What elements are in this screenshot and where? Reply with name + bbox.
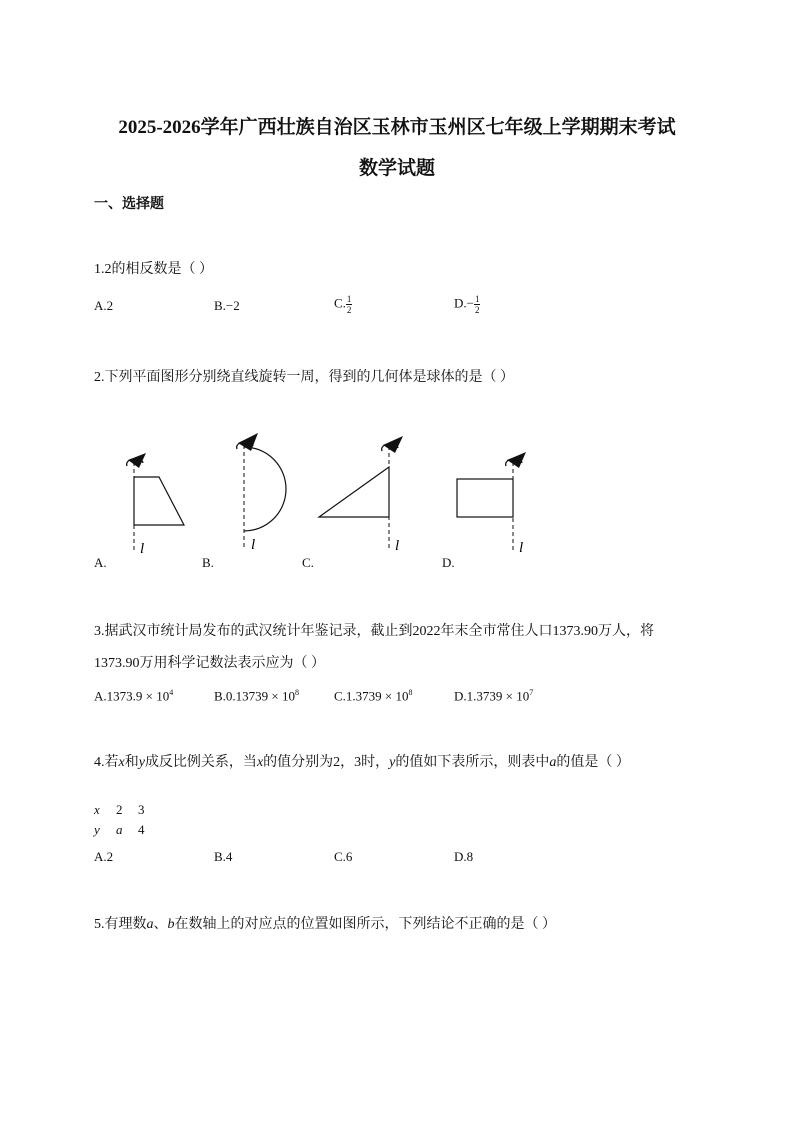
q3-option-b-exp: 8 <box>295 688 300 697</box>
q4-text: 的值分别为2，3时， <box>263 755 390 770</box>
q3-option-d-exp: 7 <box>529 688 534 697</box>
q4-text: 的值如下表所示，则表中 <box>395 755 550 770</box>
q3-option-c <box>334 688 413 704</box>
q1-option-c <box>334 294 352 315</box>
q1-option-d <box>454 294 480 315</box>
question-1-stem: 1.2的相反数是（ ） <box>94 262 213 277</box>
q4-option-b: B.4 <box>214 849 233 864</box>
fraction-numerator: 1 <box>474 294 480 304</box>
q5-text: 5.有理数 <box>94 917 147 932</box>
q4-table-cell: 2 <box>116 802 123 817</box>
q4-table-row <box>94 802 160 818</box>
q4-text: 和 <box>124 755 139 770</box>
figure-d-rectangle <box>450 442 540 557</box>
axis-label-l: l <box>251 537 256 553</box>
q4-table-cell: a <box>116 822 123 837</box>
q2-label-b: B. <box>202 555 214 570</box>
q4-table-cell: 4 <box>138 822 145 837</box>
question-3-line1: 3.据武汉市统计局发布的武汉统计年鉴记录，截止到2022年末全市常住人口1373.90万人，将 <box>94 624 654 639</box>
question-5-stem <box>94 913 556 933</box>
q3-option-d <box>454 688 533 704</box>
q4-option-a: A.2 <box>94 849 114 864</box>
q3-option-a <box>94 688 173 704</box>
fraction <box>346 294 353 315</box>
q3-option-a-exp: 4 <box>169 688 174 697</box>
q2-label-c: C. <box>302 555 314 570</box>
q5-text: 在数轴上的对应点的位置如图所示，下列结论不正确的是（ ） <box>174 917 556 932</box>
axis-label-l: l <box>519 540 524 556</box>
var-a: a <box>549 755 557 770</box>
document-subtitle: 数学试题 <box>358 158 435 179</box>
q3-option-d-base: D.1.3739 × 10 <box>454 688 530 704</box>
var-b: b <box>167 917 175 932</box>
q1-option-b: B.−2 <box>214 298 240 313</box>
axis-label-l: l <box>395 538 400 554</box>
q4-table-row <box>94 822 160 838</box>
q3-option-b <box>214 688 299 704</box>
q4-table <box>94 802 160 838</box>
q5-text: 、 <box>153 917 168 932</box>
question-3-line2: 1373.90万用科学记数法表示应为（ ） <box>94 656 325 671</box>
var-y: y <box>389 755 396 770</box>
q4-table-cell: y <box>94 822 100 837</box>
q4-option-c: C.6 <box>334 849 353 864</box>
q1-option-c-prefix: C. <box>334 295 346 311</box>
var-x: x <box>118 755 125 770</box>
q4-text: 的值是（ ） <box>556 755 630 770</box>
fraction-numerator: 1 <box>346 294 352 304</box>
question-2-stem: 2.下列平面图形分别绕直线旋转一周，得到的几何体是球体的是（ ） <box>94 370 514 385</box>
section-heading: 一、选择题 <box>94 197 164 212</box>
q4-table-cell: x <box>94 802 100 817</box>
question-4-stem <box>94 751 630 771</box>
document-title: 2025-2026学年广西壮族自治区玉林市玉州区七年级上学期期末考试 <box>118 117 676 138</box>
fraction-denominator: 2 <box>474 305 480 315</box>
q3-option-c-base: C.1.3739 × 10 <box>334 688 409 704</box>
q2-label-d: D. <box>442 555 455 570</box>
figure-b-semicircle <box>226 425 306 555</box>
q3-option-b-base: B.0.13739 × 10 <box>214 688 296 704</box>
figure-a-trapezoid <box>110 440 200 555</box>
q4-table-cell: 3 <box>138 802 145 817</box>
q3-option-a-base: A.1373.9 × 10 <box>94 688 170 704</box>
fraction <box>474 294 481 315</box>
var-a: a <box>146 917 154 932</box>
q4-text: 4.若 <box>94 755 119 770</box>
q1-option-d-prefix: D.− <box>454 295 474 311</box>
q4-text: 成反比例关系，当 <box>144 755 257 770</box>
var-x: x <box>256 755 264 770</box>
fraction-denominator: 2 <box>346 305 352 315</box>
var-y: y <box>138 755 145 770</box>
q4-option-d: D.8 <box>454 849 474 864</box>
figure-c-triangle <box>310 430 420 555</box>
q3-option-c-exp: 8 <box>408 688 413 697</box>
axis-label-l: l <box>140 541 145 555</box>
q2-label-a: A. <box>94 555 107 570</box>
q1-option-a: A.2 <box>94 298 114 313</box>
